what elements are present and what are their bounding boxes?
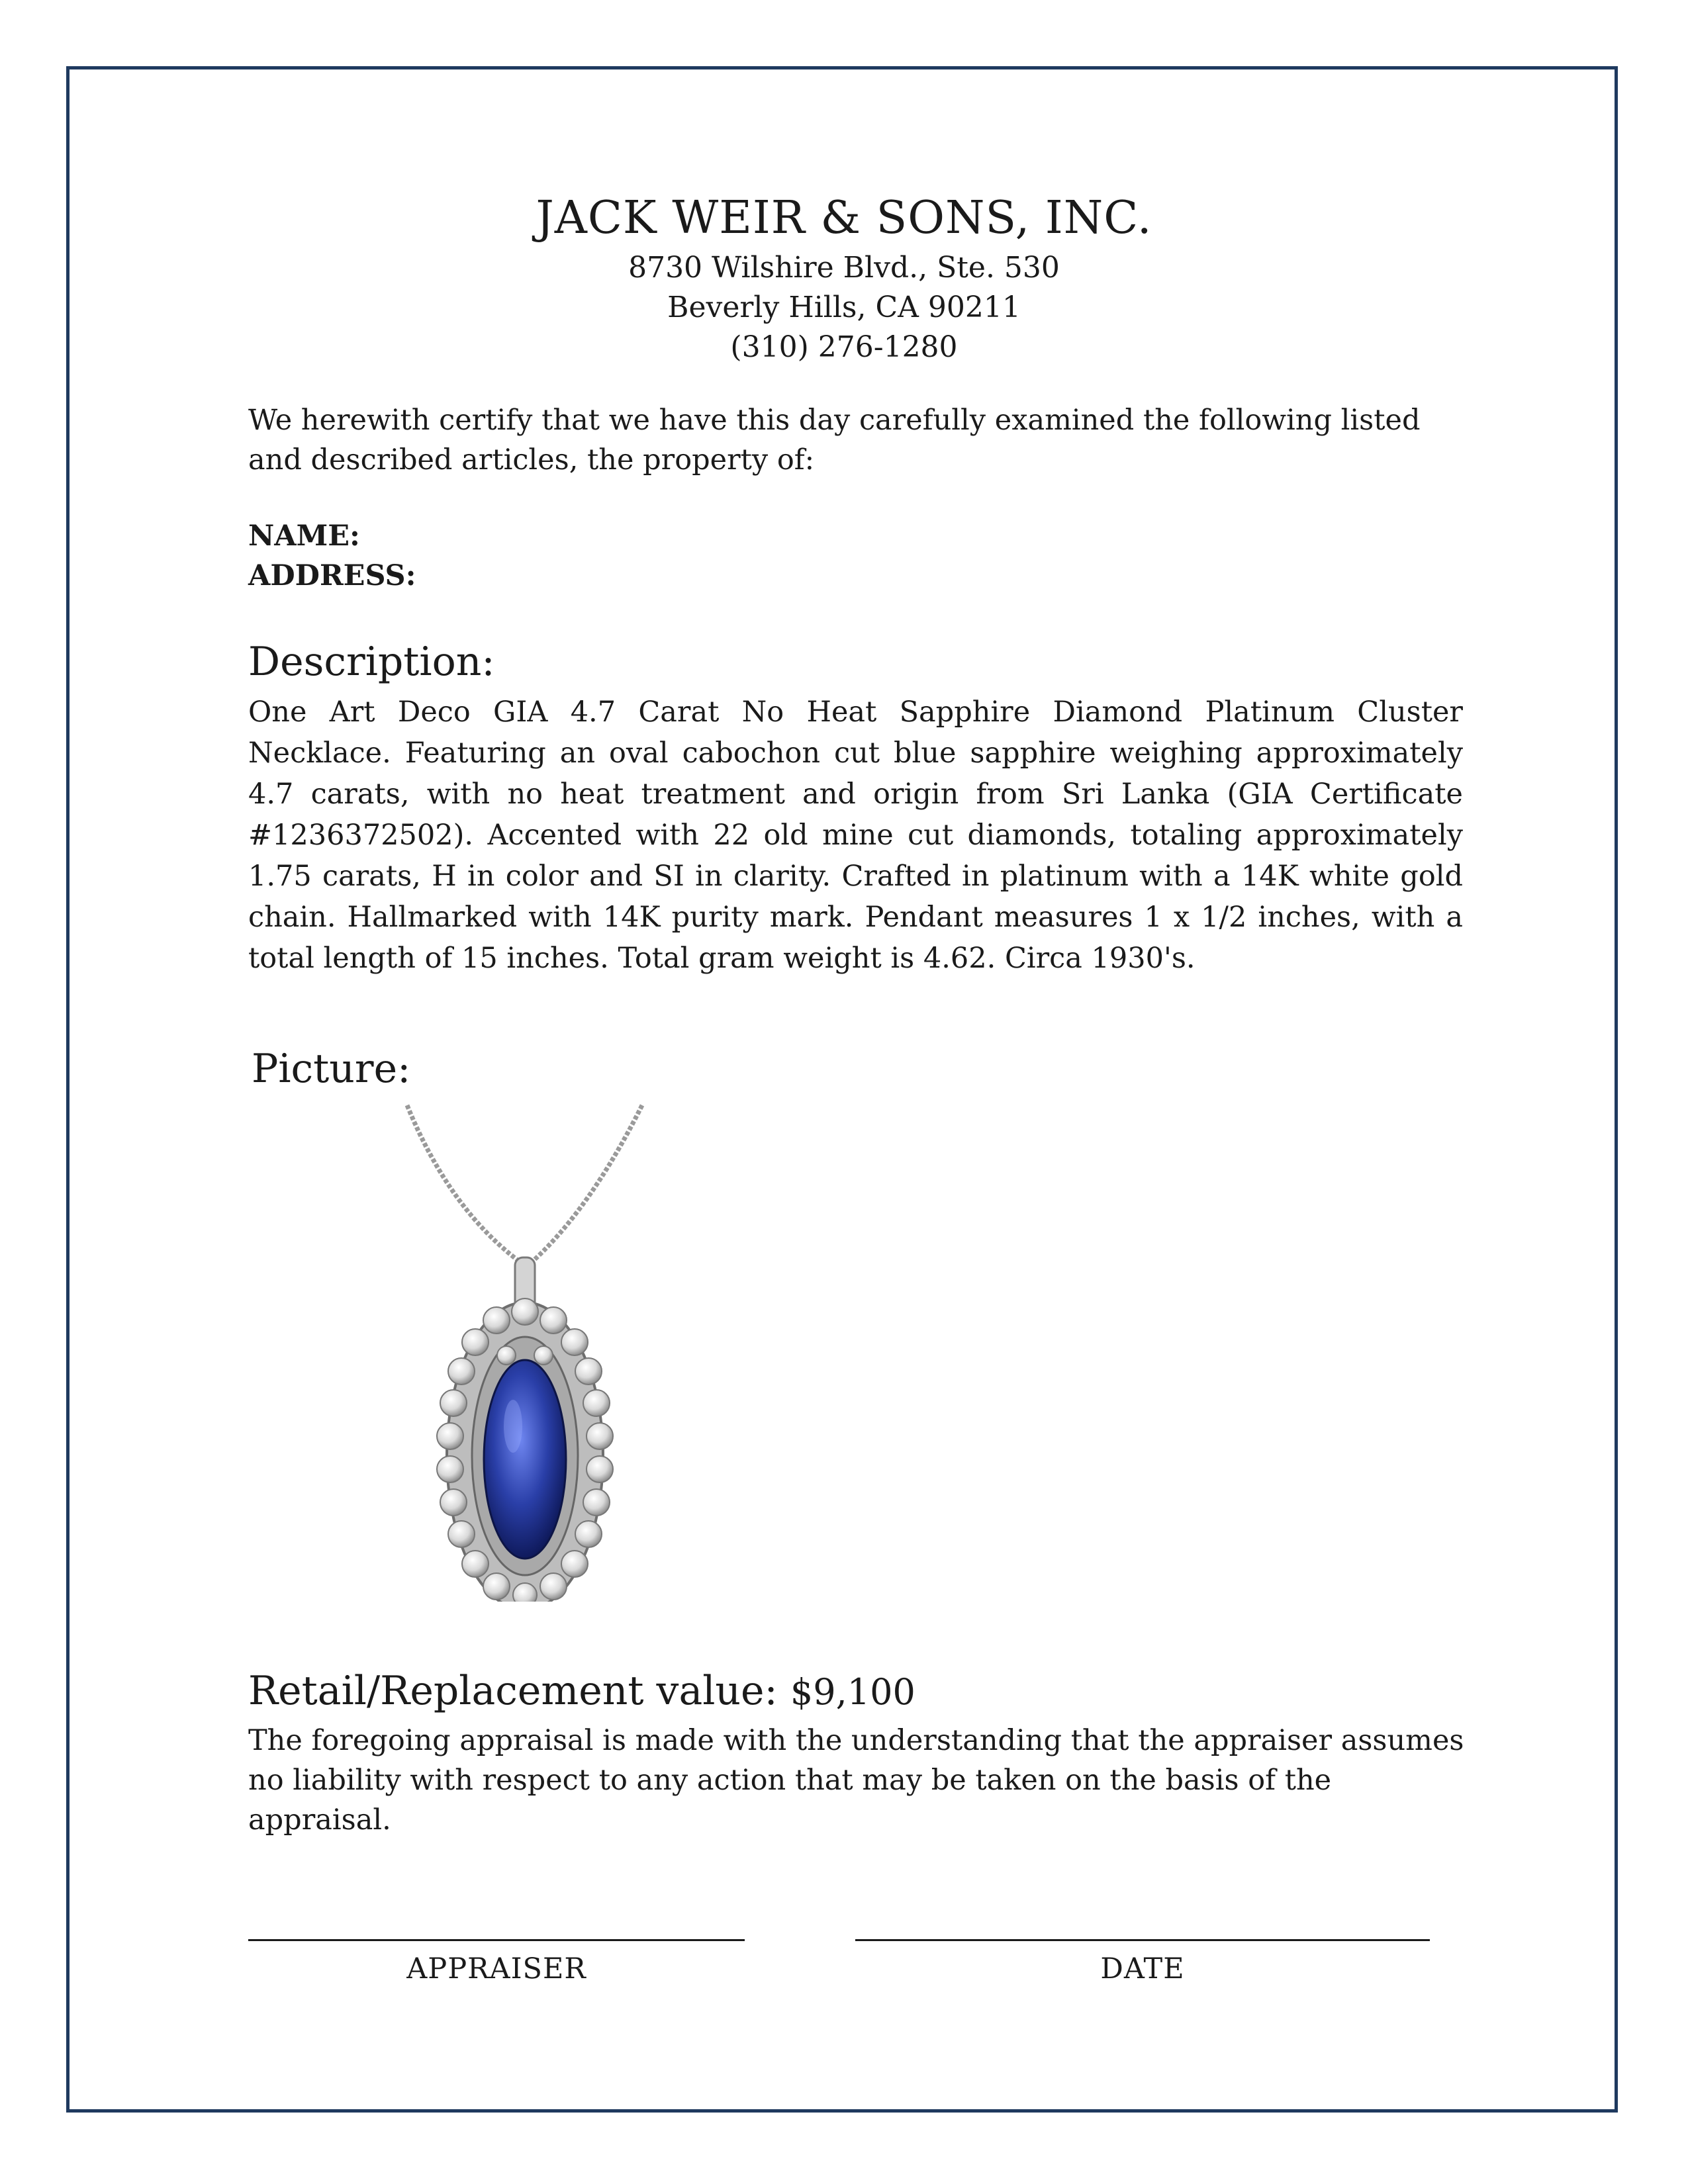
retail-value-amount: $9,100: [790, 1671, 915, 1713]
picture-title: Picture:: [252, 1046, 411, 1092]
appraiser-signature-line: [248, 1939, 745, 1941]
address-line-2: Beverly Hills, CA 90211: [667, 291, 1021, 324]
company-name: JACK WEIR & SONS, INC.: [536, 192, 1152, 244]
letterhead: [0, 189, 1688, 367]
sapphire-pendant-illustration: [371, 1099, 675, 1602]
certification-statement: We herewith certify that we have this day carefully examined the following listed and described articles, the property of:: [248, 404, 1421, 477]
necklace-picture: [371, 1099, 675, 1602]
disclaimer-text: The foregoing appraisal is made with the understanding that the appraiser assumes no liability with respect to any action that may be taken on the basis of the appraisal.: [248, 1724, 1464, 1837]
retail-value: [248, 1664, 915, 1719]
phone-number: (310) 276-1280: [730, 330, 958, 364]
address-label: ADDRESS:: [248, 559, 416, 592]
appraiser-label: APPRAISER: [406, 1952, 586, 1985]
date-signature-line: [855, 1939, 1430, 1941]
description-text: One Art Deco GIA 4.7 Carat No Heat Sapphire Diamond Platinum Cluster Necklace. Featuring an oval cabochon cut blue sapphire weighing approximately 4.7 carats, with no heat treatment and origin from Sri Lanka (GIA Certificate #1236372502). Accented with 22 old mine cut diamonds, totaling approximately 1.75 carats, H in color and SI in clarity. Crafted in platinum with a 14K white gold chain. Hallmarked with 14K purity mark. Pendant measures 1 x 1/2 inches, with a total length of 15 inches. Total gram weight is 4.62. Circa 1930's.: [248, 696, 1463, 975]
address-line-1: 8730 Wilshire Blvd., Ste. 530: [628, 251, 1060, 285]
date-label: DATE: [1100, 1952, 1185, 1985]
retail-value-label: Retail/Replacement value:: [248, 1668, 778, 1714]
name-label: NAME:: [248, 520, 360, 553]
description-title: Description:: [248, 639, 495, 685]
